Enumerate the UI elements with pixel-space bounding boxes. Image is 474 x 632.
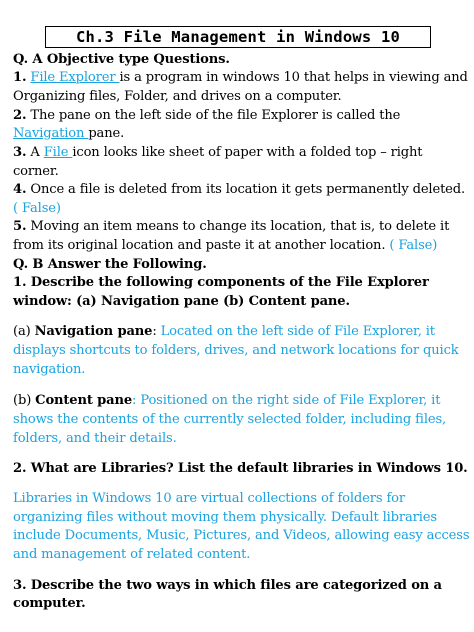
answer-blank: File: [43, 145, 73, 160]
question-1: [13, 69, 468, 87]
answer-text: folders, and their details.: [13, 431, 177, 446]
question-4-answer: ( False): [13, 201, 61, 216]
answer-text: : Positioned on the right side of File Explorer, it: [132, 393, 441, 408]
question-number: 2.: [13, 108, 27, 123]
question-4: [13, 181, 465, 199]
question-number: 3.: [13, 145, 27, 160]
answer-text: Located on the left side of File Explorer, it: [156, 324, 435, 339]
answer-text: and management of related content.: [13, 547, 251, 562]
answer-text: shows the contents of the currently selected folder, including files,: [13, 412, 447, 427]
question-2-cont: [13, 125, 124, 143]
b-question-3: 3. Describe the two ways in which files are categorized on a: [13, 578, 442, 593]
question-text: Once a file is deleted from its location it gets permanently deleted.: [30, 182, 466, 197]
section-a-heading: Q. A Objective type Questions.: [13, 52, 230, 67]
section-b-heading: Q. B Answer the Following.: [13, 257, 207, 272]
question-5-cont: [13, 237, 437, 255]
page-title: Ch.3 File Management in Windows 10: [45, 26, 431, 48]
answer-label: (b): [13, 393, 36, 408]
question-number: 1.: [13, 70, 27, 85]
question-text: from its original location and paste it at another location.: [13, 238, 386, 253]
answer-blank: File Explorer: [30, 70, 120, 85]
answer-label: (a): [13, 324, 35, 339]
term: Navigation pane: [34, 324, 153, 339]
question-number: 5.: [13, 219, 27, 234]
b-question-1: 1. Describe the following components of the File Explorer: [13, 275, 429, 290]
answer-label: :: [152, 324, 157, 339]
answer-text: navigation.: [13, 362, 86, 377]
b-question-2: 2. What are Libraries? List the default libraries in Windows 10.: [13, 461, 468, 476]
answer-text: Libraries in Windows 10 are virtual collections of folders for: [13, 491, 405, 506]
question-text: The pane on the left side of the file Explorer is called the: [30, 108, 401, 123]
b-question-1-cont: window: (a) Navigation pane (b) Content pane.: [13, 294, 350, 309]
answer-blank: ( False): [385, 238, 438, 253]
answer-navigation-pane: [13, 323, 435, 341]
question-3: [13, 144, 422, 162]
answer-text: displays shortcuts to folders, drives, and network locations for quick: [13, 343, 459, 358]
question-text: Moving an item means to change its location, that is, to delete it: [30, 219, 450, 234]
question-text: icon looks like sheet of paper with a folded top – right: [72, 145, 423, 160]
question-text: is a program in windows 10 that helps in viewing and: [119, 70, 468, 85]
question-number: 4.: [13, 182, 27, 197]
answer-blank: Navigation: [13, 126, 89, 141]
answer-text: include Documents, Music, Pictures, and Videos, allowing easy access: [13, 528, 470, 543]
question-3-cont: corner.: [13, 164, 59, 179]
question-1-cont: Organizing files, Folder, and drives on a computer.: [13, 89, 342, 104]
b-question-3-cont: computer.: [13, 596, 86, 611]
question-text: pane.: [88, 126, 125, 141]
question-text: A: [26, 145, 44, 160]
term: Content pane: [35, 393, 133, 408]
question-5: [13, 218, 449, 236]
answer-text: organizing files without moving them physically. Default libraries: [13, 510, 437, 525]
answer-content-pane: [13, 392, 440, 410]
question-2: [13, 107, 400, 125]
